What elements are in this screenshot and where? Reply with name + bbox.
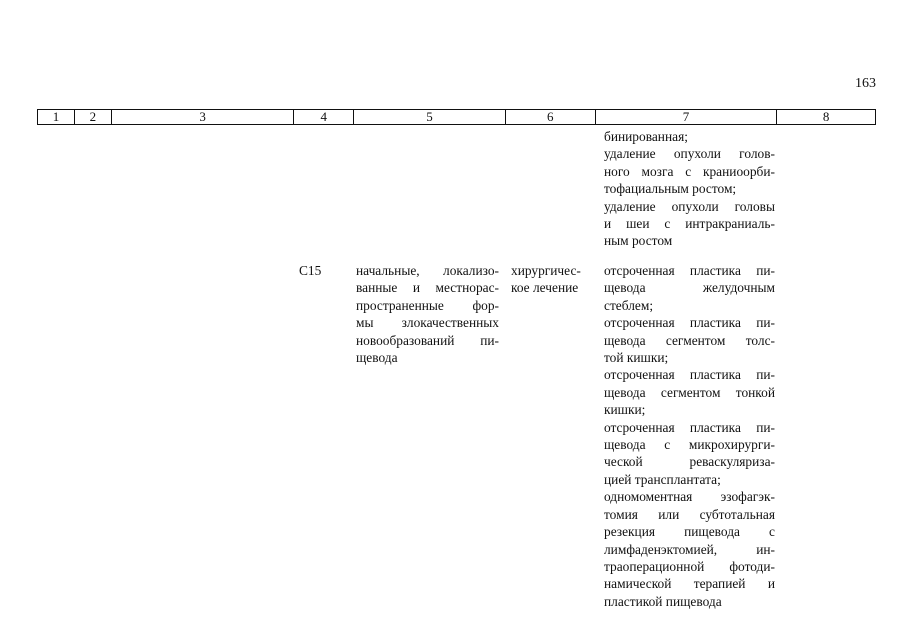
text-line <box>604 198 775 215</box>
text-line: пластикой пищевода <box>604 593 722 609</box>
text-line <box>604 558 775 575</box>
word: микрохирурги- <box>688 437 775 453</box>
word: с <box>664 216 671 232</box>
word: отсроченная <box>604 263 675 278</box>
word: пи- <box>480 332 499 348</box>
text-line: ным ростом <box>604 233 673 249</box>
header-column-3: 3 <box>112 110 295 124</box>
word: резекция <box>604 524 656 540</box>
text-line <box>604 366 775 383</box>
header-column-7: 7 <box>596 110 778 124</box>
word: щевода <box>604 384 646 400</box>
word: пластика <box>689 263 741 278</box>
word: пи- <box>756 367 775 383</box>
text-line <box>604 575 775 592</box>
word: тонкой <box>735 384 775 400</box>
word: опухоли <box>673 146 721 162</box>
header-column-4: 4 <box>294 110 354 124</box>
word: пи- <box>756 315 775 331</box>
word: толс- <box>745 332 775 348</box>
diagnosis-description <box>356 262 499 366</box>
word: мозга <box>641 163 674 179</box>
word: с <box>664 437 671 453</box>
word: краниоорби- <box>702 163 775 179</box>
word: сегментом <box>660 384 721 400</box>
text-line <box>604 215 775 232</box>
word: фотоди- <box>729 558 775 574</box>
text-line: бинированная; <box>604 129 688 144</box>
header-column-5: 5 <box>354 110 506 124</box>
word: головы <box>734 198 775 214</box>
text-line: стеблем; <box>604 297 654 313</box>
text-line <box>604 419 775 436</box>
word: траоперационной <box>604 558 705 574</box>
text-line: тофациальным ростом; <box>604 181 737 197</box>
text-line <box>604 523 775 540</box>
text-line <box>604 436 775 453</box>
word: удаление <box>604 198 656 214</box>
word: пи- <box>756 419 775 435</box>
word: щевода <box>604 280 646 296</box>
treatment-type <box>511 262 591 297</box>
word: пластика <box>689 367 741 383</box>
text-line: щевода <box>356 350 398 366</box>
text-line <box>604 145 775 162</box>
word: томия <box>604 506 638 522</box>
text-line <box>604 453 775 470</box>
text-line <box>604 163 775 180</box>
word: отсроченная <box>604 419 675 435</box>
word: лимфаденэктомией, <box>604 541 718 557</box>
text-line: той кишки; <box>604 350 669 366</box>
text-line <box>356 297 499 314</box>
word: новообразований <box>356 332 455 348</box>
word: желудочным <box>702 280 775 296</box>
text-line <box>604 314 775 331</box>
word: отсроченная <box>604 315 675 331</box>
word: локализо- <box>443 263 499 278</box>
text-line <box>604 262 775 279</box>
table-header-row <box>37 109 876 125</box>
word: щевода <box>604 437 646 453</box>
word: фор- <box>472 297 499 313</box>
word: ванные <box>356 280 398 296</box>
header-column-2: 2 <box>75 110 112 124</box>
text-line <box>604 332 775 349</box>
text-line <box>356 279 499 296</box>
treatment-methods <box>604 262 775 610</box>
word: и <box>604 216 612 232</box>
header-column-1: 1 <box>38 110 75 124</box>
text-line <box>604 488 775 505</box>
word: и <box>412 280 421 296</box>
page-number: 163 <box>855 76 876 91</box>
word: опухоли <box>671 198 719 214</box>
word: пластика <box>689 419 741 435</box>
word: удаление <box>604 146 656 162</box>
word: субтотальная <box>699 506 775 522</box>
text-line <box>356 262 499 279</box>
text-line <box>604 279 775 296</box>
header-column-8: 8 <box>822 109 830 124</box>
word: терапией <box>693 576 746 592</box>
word: местнорас- <box>435 280 499 296</box>
word: мы <box>356 315 374 331</box>
word: сегментом <box>665 332 726 348</box>
text-line <box>356 332 499 349</box>
text-line <box>604 384 775 401</box>
text-line: кишки; <box>604 402 646 418</box>
word: или <box>658 506 680 522</box>
word: реваскуляриза- <box>689 454 775 470</box>
word: пищевода <box>684 524 740 540</box>
header-column-6: 6 <box>506 110 596 124</box>
text-line: хирургичес- <box>511 263 581 278</box>
text-line <box>604 541 775 558</box>
word: интракраниаль- <box>685 216 775 232</box>
word: шеи <box>626 216 650 232</box>
word: с <box>769 524 775 540</box>
word: пространенные <box>356 297 444 313</box>
word: и <box>767 576 775 592</box>
word: начальные, <box>356 263 420 278</box>
word: одномоментная <box>604 489 693 505</box>
word: пи- <box>756 263 775 278</box>
text-line <box>356 314 499 331</box>
word: голов- <box>739 146 775 162</box>
text-line <box>604 506 775 523</box>
icd-code: C15 <box>299 263 322 278</box>
word: злокачественных <box>401 315 499 331</box>
word: отсроченная <box>604 367 675 383</box>
word: ного <box>604 163 630 179</box>
text-line: цией трансплантата; <box>604 471 721 487</box>
word: с <box>685 163 692 179</box>
continued-treatment-methods <box>604 128 775 250</box>
text-line: кое лечение <box>511 280 579 296</box>
word: пластика <box>689 315 741 331</box>
word: ческой <box>604 454 643 470</box>
word: щевода <box>604 332 646 348</box>
word: ин- <box>756 541 775 557</box>
word: намической <box>604 576 672 592</box>
word: эзофагэк- <box>720 489 775 505</box>
